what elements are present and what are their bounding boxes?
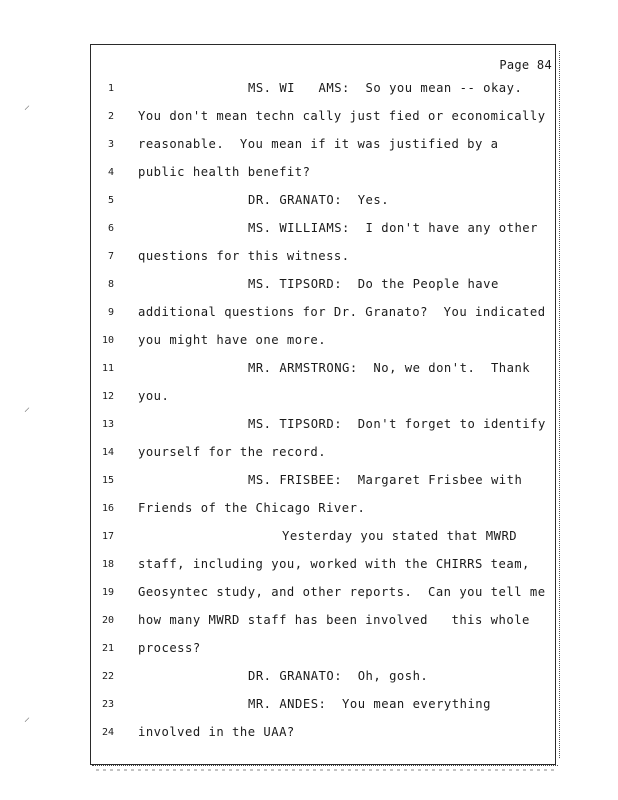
transcript-line: [0, 444, 618, 464]
line-text: staff, including you, worked with the CHIRRS team,: [138, 557, 530, 571]
line-number: 18: [101, 559, 114, 570]
transcript-line: [0, 416, 618, 436]
line-number: 16: [101, 503, 114, 514]
margin-mark-middle: ⸝: [24, 400, 31, 414]
line-text: you.: [138, 389, 170, 403]
line-text: involved in the UAA?: [138, 725, 295, 739]
line-number: 15: [101, 475, 114, 486]
line-number: 6: [107, 223, 114, 234]
line-text: how many MWRD staff has been involved this whole: [138, 613, 530, 627]
line-text: DR. GRANATO: Oh, gosh.: [248, 669, 429, 683]
line-text: DR. GRANATO: Yes.: [248, 193, 390, 207]
line-number: 13: [101, 419, 114, 430]
transcript-line: [0, 192, 618, 212]
transcript-line: [0, 388, 618, 408]
transcript-line: [0, 248, 618, 268]
line-number: 5: [107, 195, 114, 206]
transcript-line: [0, 136, 618, 156]
transcript-line: [0, 332, 618, 352]
line-text: MS. TIPSORD: Don't forget to identify: [248, 417, 546, 431]
line-text: Yesterday you stated that MWRD: [282, 529, 518, 543]
transcript-line: [0, 528, 618, 548]
page-number: Page 84: [499, 58, 552, 72]
line-number: 23: [101, 699, 114, 710]
line-number: 4: [107, 167, 114, 178]
line-text: MR. ARMSTRONG: No, we don't. Thank: [248, 361, 531, 375]
line-number: 21: [101, 643, 114, 654]
line-number: 20: [101, 615, 114, 626]
transcript-line: [0, 80, 618, 100]
bottom-rule: [92, 765, 558, 766]
line-text: you might have one more.: [138, 333, 327, 347]
line-text: Friends of the Chicago River.: [138, 501, 366, 515]
line-number: 8: [107, 279, 114, 290]
line-text: questions for this witness.: [138, 249, 350, 263]
line-text: MR. ANDES: You mean everything: [248, 697, 491, 711]
transcript-line: [0, 472, 618, 492]
margin-mark-top: ⸝: [24, 98, 31, 112]
line-text: reasonable. You mean if it was justified by a: [138, 137, 499, 151]
line-number: 12: [101, 391, 114, 402]
transcript-line: [0, 640, 618, 660]
line-text: MS. FRISBEE: Margaret Frisbee with: [248, 473, 523, 487]
bottom-scan-noise: [96, 769, 554, 771]
transcript-line: [0, 724, 618, 744]
transcript-line: [0, 696, 618, 716]
transcript-line: [0, 668, 618, 688]
line-number: 14: [101, 447, 114, 458]
transcript-line: [0, 164, 618, 184]
line-text: additional questions for Dr. Granato? You indicated: [138, 305, 546, 319]
transcript-line: [0, 220, 618, 240]
line-number: 7: [107, 251, 114, 262]
line-text: MS. WILLIAMS: I don't have any other: [248, 221, 538, 235]
line-number: 11: [101, 363, 114, 374]
transcript-line: [0, 584, 618, 604]
line-text: public health benefit?: [138, 165, 311, 179]
line-number: 22: [101, 671, 114, 682]
line-text: yourself for the record.: [138, 445, 327, 459]
transcript-line: [0, 304, 618, 324]
line-number: 9: [107, 307, 114, 318]
line-number: 24: [101, 727, 114, 738]
line-number: 19: [101, 587, 114, 598]
margin-mark-bottom: ⸝: [24, 710, 31, 724]
line-text: You don't mean techn cally just fied or economically: [138, 109, 546, 123]
line-number: 1: [107, 83, 114, 94]
line-number: 2: [107, 111, 114, 122]
transcript-line: [0, 276, 618, 296]
transcript-line: [0, 360, 618, 380]
line-text: MS. WI AMS: So you mean -- okay.: [248, 81, 523, 95]
line-number: 3: [107, 139, 114, 150]
line-text: MS. TIPSORD: Do the People have: [248, 277, 499, 291]
line-text: Geosyntec study, and other reports. Can you tell me: [138, 585, 546, 599]
line-number: 10: [101, 335, 114, 346]
transcript-line: [0, 556, 618, 576]
line-number: 17: [101, 531, 114, 542]
transcript-line: [0, 108, 618, 128]
transcript-line: [0, 500, 618, 520]
transcript-line: [0, 612, 618, 632]
line-text: process?: [138, 641, 201, 655]
